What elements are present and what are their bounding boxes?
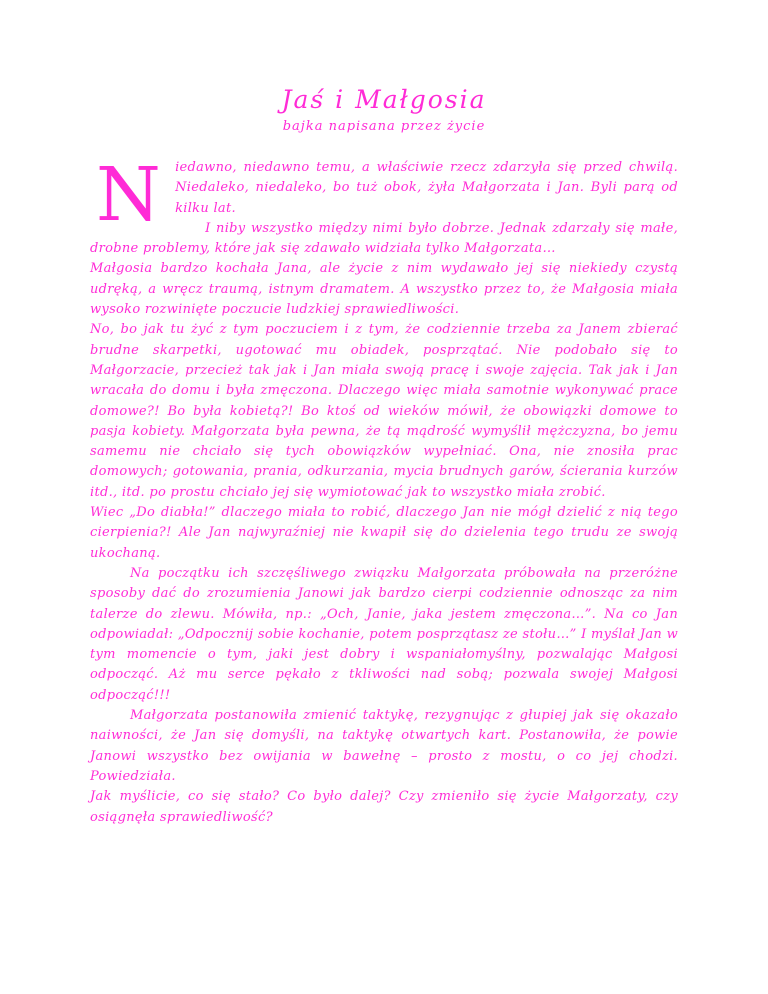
paragraph-6: Na początku ich szczęśliwego związku Małgorzata próbowała na przeróżne sposoby dać do zrozumienia Janowi jak bardzo cierpi codziennie odnosząc za nim talerze do zlewu. Mówiła, np.: „Och, Janie, jaka jestem zmęczona…”. Na co Jan odpowiadał: „Odpocznij sobie kochanie, potem posprzątasz ze stołu…” I myślał Jan w tym momencie o tym, jaki jest dobry i wspaniałomyślny, pozwalając Małgosi odpocząć. Aż mu serce pękało z tkliwości nad sobą; pozwala swojej Małgosi odpocząć!!! bbox=[90, 565, 678, 703]
paragraph-3: Małgosia bardzo kochała Jana, ale życie z nim wydawało jej się niekiedy czystą udręką, a wręcz traumą, istnym dramatem. A wszystko przez to, że Małgosia miała wysoko rozwinięte poczucie ludzkiej sprawiedliwości. bbox=[90, 261, 678, 318]
paragraph-2: I niby wszystko między nimi było dobrze. Jednak zdarzały się małe, drobne problemy, które jak się zdawało widziała tylko Małgorzata… bbox=[90, 220, 678, 257]
paragraph-1 bbox=[90, 152, 678, 238]
document-title: Jaś i Małgosia bbox=[281, 85, 487, 114]
paragraph-4: No, bo jak tu żyć z tym poczuciem i z tym, że codziennie trzeba za Janem zbierać brudne skarpetki, ugotować mu obiadek, posprzątać. Nie podobało się to Małgorzacie, przecież tak jak i Jan miała swoją pracę i swoje zajęcia. Tak jak i Jan wracała do domu i była zmęczona. Dlaczego więc miała samotnie wykonywać prace domowe?! Bo była kobietą?! Bo ktoś od wieków mówił, że obowiązki domowe to pasja kobiety. Małgorzata była pewna, że tą mądrość wymyślił mężczyzna, bo jemu samemu nie chciało się tych obowiązków wypełniać. Ona, nie znosiła prac domowych; gotowania, prania, odkurzania, mycia brudnych garów, ścierania kurzów itd., itd. po prostu chciało jej się wymiotować jak to wszystko miała zrobić. bbox=[90, 322, 678, 500]
paragraph-1-text: iedawno, niedawno temu, a właściwie rzecz zdarzyła się przed chwilą. Niedaleko, niedaleko, bo tuż obok, żyła Małgorzata i Jan. Byli parą od kilku lat. bbox=[175, 160, 678, 216]
paragraph-7: Małgorzata postanowiła zmienić taktykę, rezygnując z głupiej jak się okazało naiwności, że Jan się domyśli, na taktykę otwartych kart. Postanowiła, że powie Janowi wszystko bez owijania w bawełnę – prosto z mostu, o co jej chodzi. Powiedziała. bbox=[90, 708, 678, 784]
document-subtitle: bajka napisana przez życie bbox=[282, 119, 486, 134]
drop-cap: N bbox=[96, 152, 162, 238]
paragraph-8: Jak myślicie, co się stało? Co było dalej? Czy zmieniło się życie Małgorzaty, czy osiągnęła sprawiedliwość? bbox=[90, 789, 678, 825]
paragraph-5: Wiec „Do diabła!” dlaczego miała to robić, dlaczego Jan nie mógł dzielić z nią tego cierpienia?! Ale Jan najwyraźniej nie kwapił się do dzielenia tego trudu ze swoją ukochaną. bbox=[90, 505, 678, 561]
document-body bbox=[90, 152, 678, 828]
